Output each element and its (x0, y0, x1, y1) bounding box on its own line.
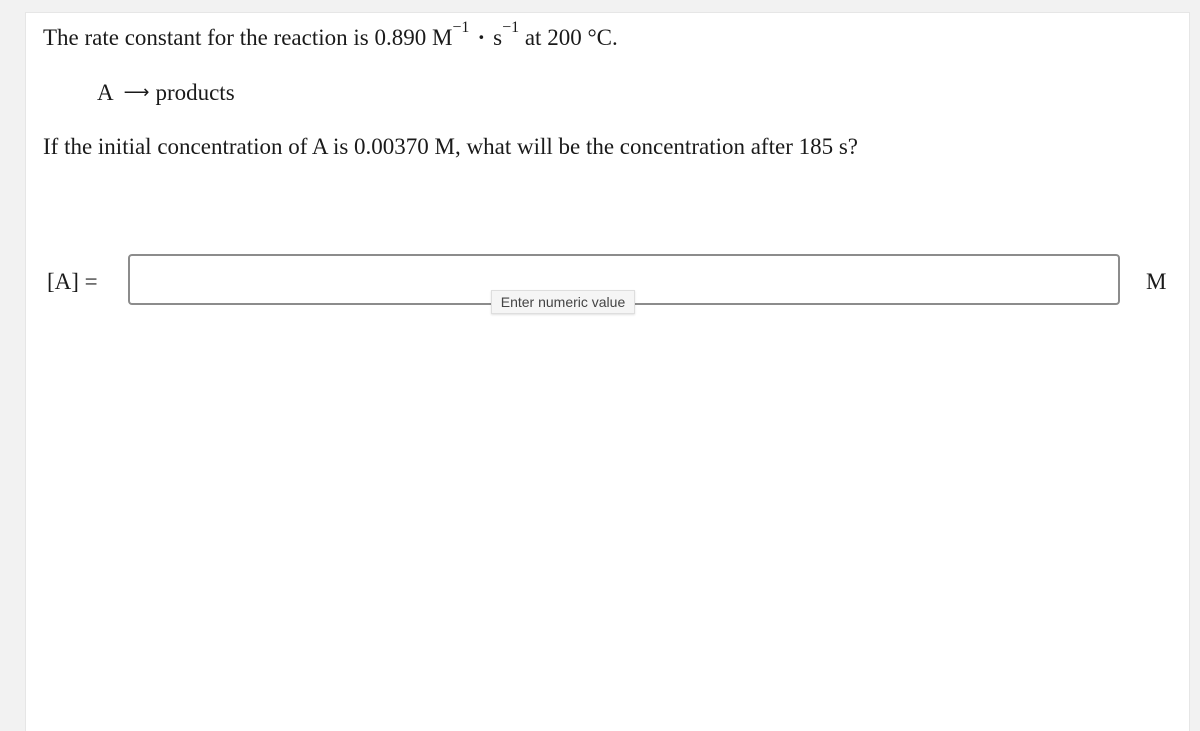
temperature-text: at 200 °C. (519, 25, 618, 50)
input-hint-tooltip: Enter numeric value (491, 290, 635, 314)
product: products (155, 80, 235, 105)
rate-constant-text: The rate constant for the reaction is 0.890 M (43, 25, 453, 50)
answer-unit: M (1146, 269, 1167, 294)
reaction-arrow-icon: ⟶ (123, 82, 150, 103)
rate-constant-statement (43, 19, 618, 52)
reaction-equation (97, 79, 235, 109)
reactant: A (97, 80, 114, 105)
answer-label: [A] = (47, 269, 98, 294)
seconds-unit: s (493, 25, 503, 50)
question-text: If the initial concentration of A is 0.00370 M, what will be the concentration after 185 s? (43, 134, 859, 159)
seconds-exponent: −1 (502, 19, 520, 36)
molar-exponent: −1 (452, 19, 470, 36)
question-card (25, 12, 1190, 731)
multiplication-dot: · (477, 25, 486, 50)
